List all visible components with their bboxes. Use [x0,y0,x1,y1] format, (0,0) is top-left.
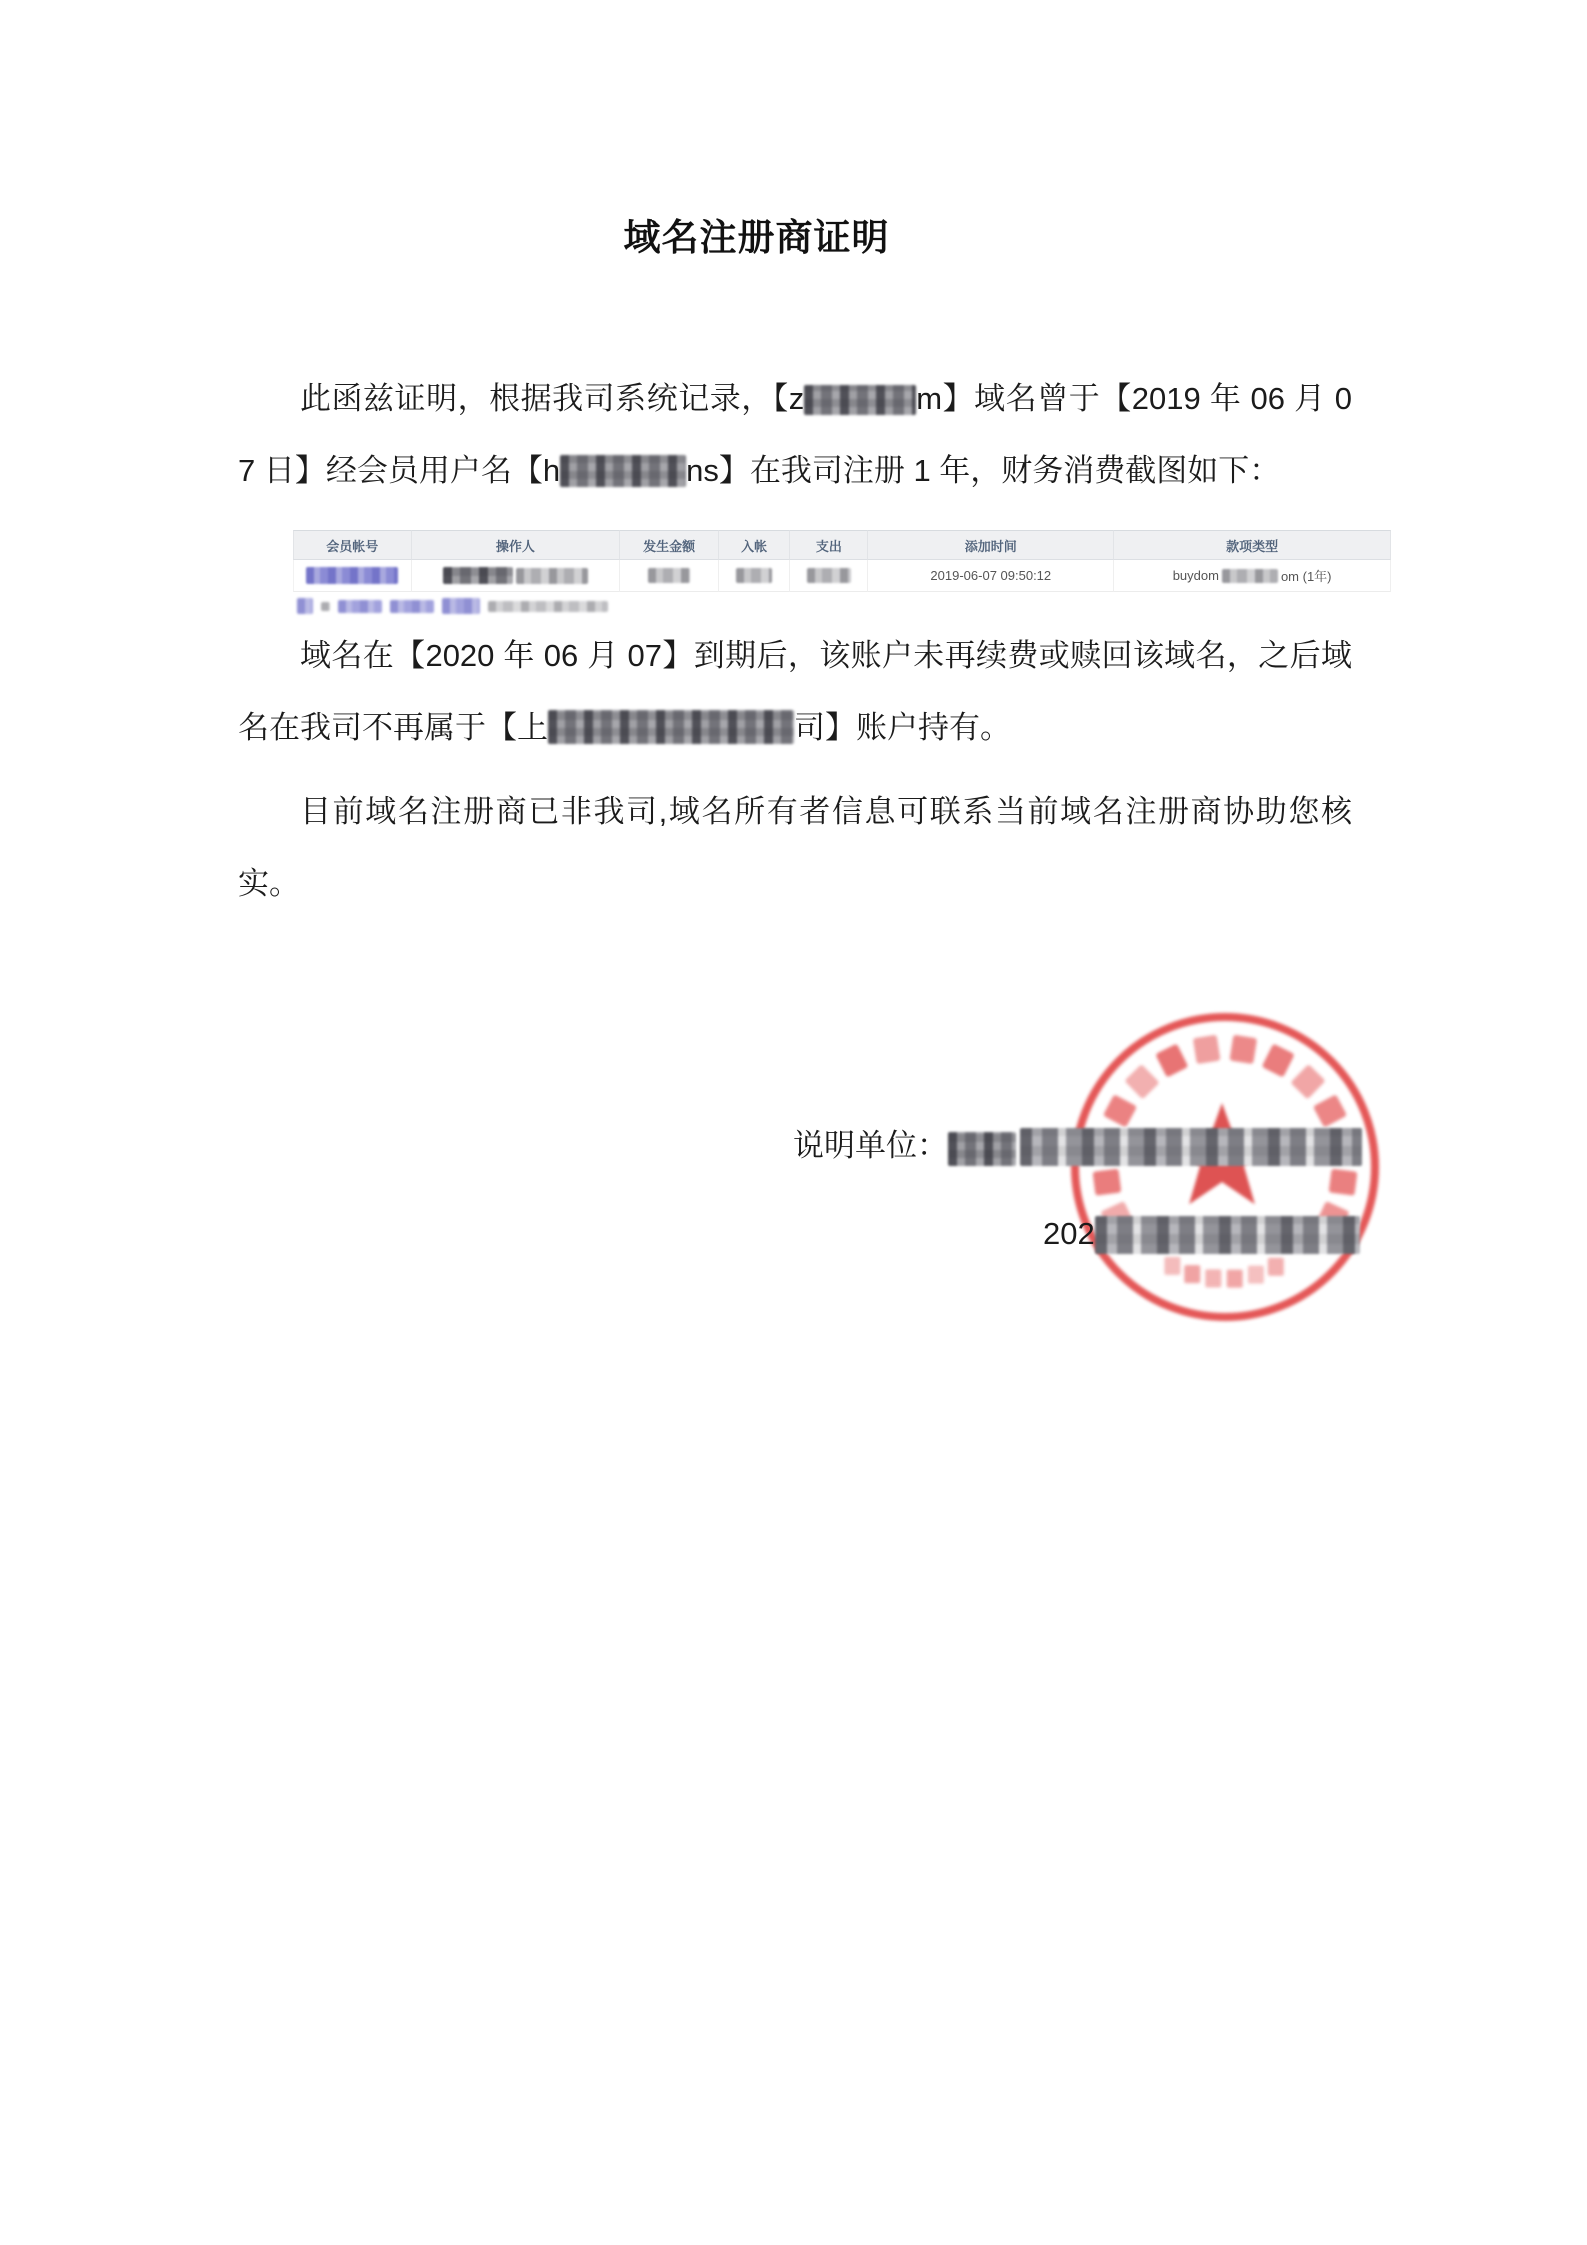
company-seal [1060,1002,1390,1332]
doc-title: 域名注册商证明 [623,217,890,258]
cell-payment-type [1114,560,1391,592]
redacted-page-number [297,598,313,614]
cell-member-account [293,560,412,592]
redacted-amount [648,568,690,583]
payment-type-suffix: om (1年) [1280,569,1332,584]
signature-date-line [1043,1216,1360,1254]
paragraph-expiry-text-2: 司】账户持有。 [794,710,1011,745]
header-cell-member-account: 会员帐号 [293,530,412,560]
redacted-member-username [560,455,686,487]
cell-amount [620,560,719,592]
redacted-page-dot [321,602,330,611]
paragraph-expiry [238,620,1352,764]
cell-debit [790,560,868,592]
redacted-prev-link [338,600,382,613]
redacted-unit-name [1020,1128,1362,1166]
redacted-credit [736,568,772,583]
signature-date-prefix: 202 [1043,1216,1095,1251]
paragraph-certify-text-2: m】域名曾于【2019 年 06 月 07 日】经会员用户名【h [238,381,1352,488]
redacted-operator-2 [516,568,588,584]
finance-record-screenshot [293,530,1391,616]
header-cell-operator: 操作人 [412,530,621,560]
header-cell-amount: 发生金额 [620,530,719,560]
paragraph-certify-text-1: 此函兹证明，根据我司系统记录，【z [300,381,805,416]
paragraph-expiry-text-1: 域名在【2020 年 06 月 07】到期后，该账户未再续费或赎回该域名，之后域名在我司不再属于【上 [238,638,1352,745]
paragraph-certify-text-3: ns】在我司注册 1 年，财务消费截图如下： [686,453,1281,488]
header-cell-credit: 入帐 [719,530,790,560]
header-cell-payment-type: 款项类型 [1114,530,1391,560]
redacted-next-link [390,600,434,613]
redacted-domain-name [804,385,916,415]
redacted-page-info [488,601,608,612]
signature-unit-label: 说明单位： [793,1128,948,1163]
paragraph-notice [238,776,1352,920]
redacted-unit-name-start [948,1132,1016,1166]
company-seal-graphic [1060,1002,1390,1332]
paragraph-certify [238,363,1352,507]
cell-credit [719,560,790,592]
redacted-company-name [548,710,794,744]
payment-type-prefix: buydom [1172,568,1219,583]
header-cell-added-time: 添加时间 [868,530,1114,560]
redacted-member-account [306,567,398,584]
redacted-date [1095,1216,1360,1254]
finance-table-data-row [293,560,1391,592]
redacted-payment-domain [1222,569,1278,583]
redacted-operator-1 [443,567,513,584]
pagination-row [293,592,1391,616]
redacted-debit [807,568,851,583]
cell-operator [412,560,621,592]
finance-table-header-row [293,530,1391,560]
header-cell-debit: 支出 [790,530,868,560]
signature-unit-line [793,1120,1362,1166]
redacted-jump-box [442,598,480,614]
paragraph-notice-text: 目前域名注册商已非我司,域名所有者信息可联系当前域名注册商协助您核实。 [238,794,1352,901]
cell-added-time: 2019-06-07 09:50:12 [868,560,1114,592]
